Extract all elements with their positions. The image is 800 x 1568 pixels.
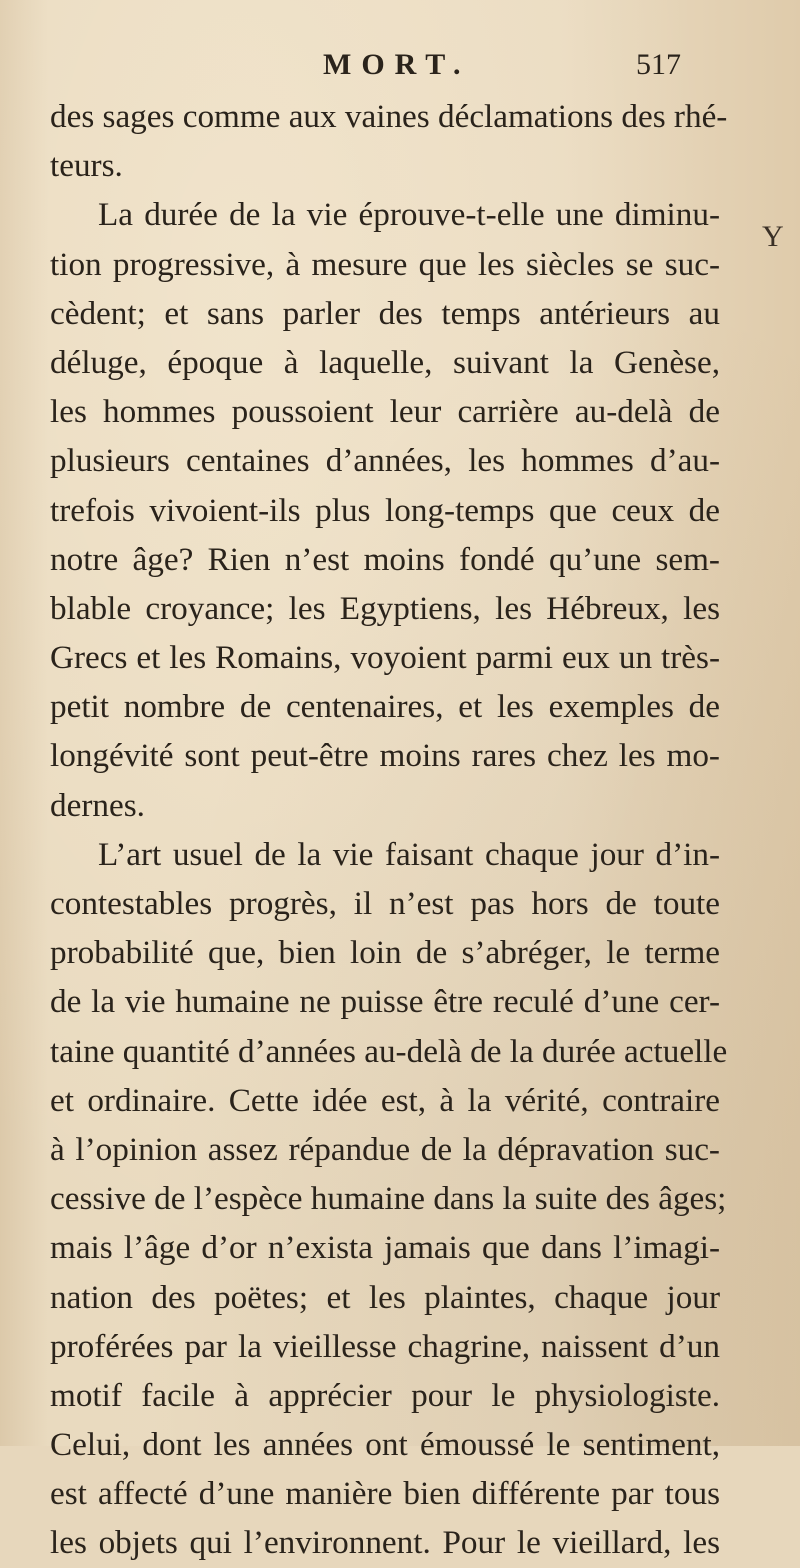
margin-annotation: Y xyxy=(762,220,784,253)
text-line: probabilité que, bien loin de s’abréger, le terme xyxy=(50,934,720,972)
paragraph-start-line: La durée de la vie éprouve-t-elle une diminu- xyxy=(98,196,720,234)
body-text xyxy=(50,92,728,1568)
text-line: des sages comme aux vaines déclamations des rhé- xyxy=(50,98,728,135)
text-line: cessive de l’espèce humaine dans la suite des âges; xyxy=(50,1180,727,1218)
text-line: les objets qui l’environnent. Pour le vieillard, les xyxy=(50,1524,720,1562)
text-line: de la vie humaine ne puisse être reculé d’une cer- xyxy=(50,983,720,1021)
text-line: nation des poëtes; et les plaintes, chaque jour xyxy=(50,1278,720,1316)
text-line: déluge, époque à laquelle, suivant la Genèse, xyxy=(50,343,720,381)
page-number: 517 xyxy=(636,48,681,81)
text-line: proférées par la vieillesse chagrine, naissent d’un xyxy=(50,1327,720,1365)
text-line: longévité sont peut-être moins rares chez les mo- xyxy=(50,737,720,775)
text-line: petit nombre de centenaires, et les exemples de xyxy=(50,688,720,726)
text-line: tion progressive, à mesure que les siècles se suc- xyxy=(50,245,720,283)
text-line: blable croyance; les Egyptiens, les Hébreux, les xyxy=(50,589,720,627)
text-line: cèdent; et sans parler des temps antérieurs au xyxy=(50,294,720,332)
text-line: notre âge? Rien n’est moins fondé qu’une sem- xyxy=(50,540,720,578)
text-line: contestables progrès, il n’est pas hors de toute xyxy=(50,885,720,922)
text-line: et ordinaire. Cette idée est, à la vérité, contraire xyxy=(50,1081,720,1119)
text-line: dernes. xyxy=(50,786,145,824)
page-header xyxy=(0,48,800,88)
paragraph-start-line: L’art usuel de la vie faisant chaque jour d’in- xyxy=(98,835,720,873)
text-line: les hommes poussoient leur carrière au-delà de xyxy=(50,393,720,431)
text-line: Celui, dont les années ont émoussé le sentiment, xyxy=(50,1426,720,1464)
text-line: trefois vivoient-ils plus long-temps que ceux de xyxy=(50,491,720,529)
text-line: est affecté d’une manière bien différente par tous xyxy=(50,1475,720,1513)
text-line: motif facile à apprécier pour le physiologiste. xyxy=(50,1376,720,1414)
text-line: Grecs et les Romains, voyoient parmi eux un très- xyxy=(50,639,720,677)
text-line: mais l’âge d’or n’exista jamais que dans l’imagi- xyxy=(50,1229,720,1267)
text-line: plusieurs centaines d’années, les hommes d’au- xyxy=(50,442,720,480)
text-line: teurs. xyxy=(50,147,123,185)
text-line: à l’opinion assez répandue de la dépravation suc- xyxy=(50,1130,720,1168)
running-head: MORT. xyxy=(323,48,471,81)
text-line: taine quantité d’années au-delà de la durée actuelle xyxy=(50,1032,728,1070)
